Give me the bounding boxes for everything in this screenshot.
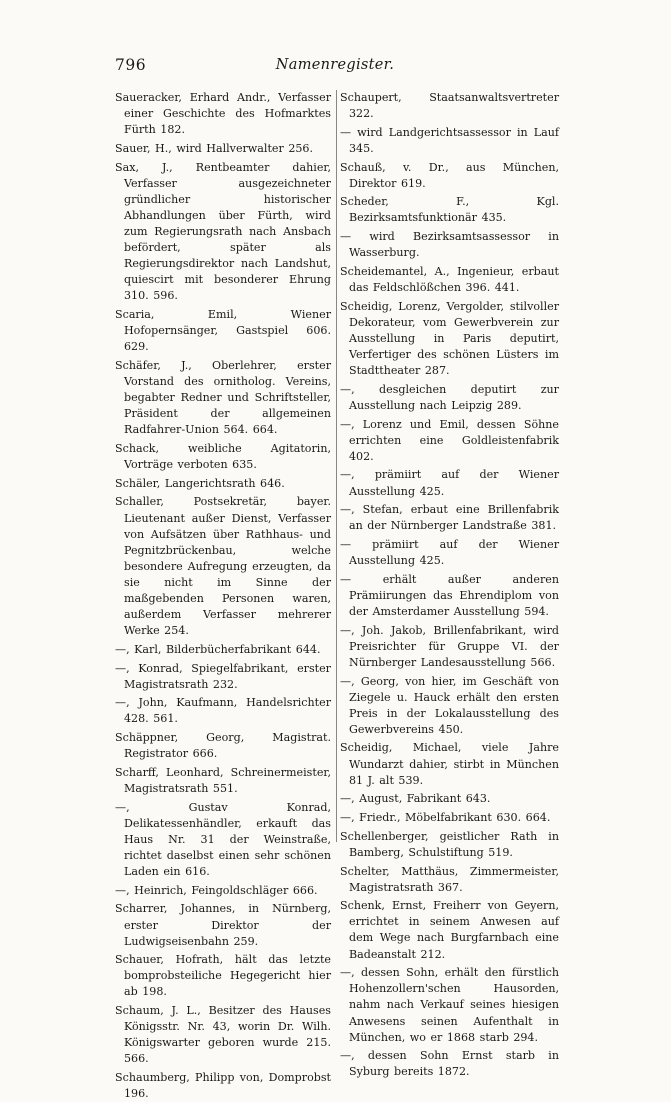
index-entry: —, Gustav Konrad, Delikatessenhändler, erkauft das Haus Nr. 31 der Weinstraße, richtet daselbst einen sehr schönen Laden ein 616. — [115, 800, 331, 879]
index-entry: Schauß, v. Dr., aus München, Direktor 619. — [340, 160, 559, 190]
index-entry: Schäppner, Georg, Magistrat. Registrator 666. — [115, 731, 331, 761]
right-column — [340, 90, 559, 1081]
index-entry: —, desgleichen deputirt zur Ausstellung nach Leipzig 289. — [340, 382, 559, 412]
index-entry: Schaumberg, Philipp von, Domprobst 196. — [115, 1071, 331, 1101]
index-entry: Schellenberger, geistlicher Rath in Bamberg, Schulstiftung 519. — [340, 829, 559, 859]
index-entry: Scharrer, Johannes, in Nürnberg, erster Direktor der Ludwigseisenbahn 259. — [115, 902, 331, 948]
index-entry: —, Lorenz und Emil, dessen Söhne errichten eine Goldleistenfabrik 402. — [340, 417, 559, 463]
column-divider — [336, 90, 337, 842]
index-entry: —, John, Kaufmann, Handelsrichter 428. 561. — [115, 696, 331, 726]
index-entry: Scheidemantel, A., Ingenieur, erbaut das Feldschlößchen 396. 441. — [340, 264, 559, 294]
page-number: 796 — [115, 56, 147, 74]
index-entry: — wird Bezirksamtsassessor in Wasserburg. — [340, 230, 559, 260]
index-entry: —, Stefan, erbaut eine Brillenfabrik an der Nürnberger Landstraße 381. — [340, 503, 559, 533]
index-entry: Scheder, F., Kgl. Bezirksamtsfunktionär 435. — [340, 195, 559, 225]
index-entry: Schack, weibliche Agitatorin, Vorträge verboten 635. — [115, 441, 331, 472]
index-entry: —, August, Fabrikant 643. — [340, 792, 491, 806]
index-entry: —, Karl, Bilderbücherfabrikant 644. — [115, 642, 321, 656]
index-entry: Schäfer, J., Oberlehrer, erster Vorstand des ornitholog. Vereins, begabter Redner und Schriftsteller, Präsident der allgemeinen Radfahrer-Union 564. 664. — [115, 358, 331, 437]
index-entry: Scheidig, Lorenz, Vergolder, stilvoller Dekorateur, vom Gewerbverein zur Ausstellung in Paris deputirt, Verfertiger des schönen Lüsters im Stadttheater 287. — [340, 299, 559, 378]
index-entry: —, Joh. Jakob, Brillenfabrikant, wird Preisrichter für Gruppe VI. der Nürnberger Landesausstellung 566. — [340, 623, 559, 669]
index-entry: —, Friedr., Möbelfabrikant 630. 664. — [340, 811, 551, 825]
index-entry: Scheidig, Michael, viele Jahre Wundarzt dahier, stirbt in München 81 J. alt 539. — [340, 741, 559, 787]
index-entry: Schäler, Langerichtsrath 646. — [115, 476, 285, 490]
index-entry: Schenk, Ernst, Freiherr von Geyern, errichtet in seinem Anwesen auf dem Wege nach Burgfarnbach eine Badeanstalt 212. — [340, 899, 559, 961]
index-entry: —, Konrad, Spiegelfabrikant, erster Magistratsrath 232. — [115, 661, 331, 691]
index-entry: Schaum, J. L., Besitzer des Hauses Königsstr. Nr. 43, worin Dr. Wilh. Königswarter geboren wurde 215. 566. — [115, 1004, 331, 1066]
index-entry: Schauer, Hofrath, hält das letzte bomprobsteiliche Hegegericht hier ab 198. — [115, 953, 331, 999]
page-header — [115, 56, 555, 76]
index-entry: Schaller, Postsekretär, bayer. Lieutenant außer Dienst, Verfasser von Aufsätzen über Rathhaus- und Pegnitzbrückenbau, welche besondere Aufregung erzeugten, da sie nicht im Sinne der maßgebenden Personen waren, außerdem Verfasser mehrerer Werke 254. — [115, 495, 331, 638]
index-entry: — prämiirt auf der Wiener Ausstellung 425. — [340, 537, 559, 568]
index-entry: —, dessen Sohn, erhält den fürstlich Hohenzollern'schen Hausorden, nahm nach Verkauf seines hiesigen Anwesens seinen Aufenthalt in München, wo er 1868 starb 294. — [340, 966, 559, 1044]
index-entry: — erhält außer anderen Prämiirungen das Ehrendiplom von der Amsterdamer Ausstellung 594. — [340, 572, 559, 618]
index-entry: Schelter, Matthäus, Zimmermeister, Magistratsrath 367. — [340, 864, 559, 894]
index-entry: Sauer, H., wird Hallverwalter 256. — [115, 141, 314, 155]
left-column — [115, 90, 331, 1102]
index-entry: Schaupert, Staatsanwaltsvertreter 322. — [340, 91, 559, 121]
index-entry: Scaria, Emil, Wiener Hofopernsänger, Gastspiel 606. 629. — [115, 308, 331, 354]
index-entry: —, dessen Sohn Ernst starb in Syburg bereits 1872. — [340, 1049, 559, 1079]
index-entry: Scharff, Leonhard, Schreinermeister, Magistratsrath 551. — [115, 765, 331, 795]
index-entry: —, Heinrich, Feingoldschläger 666. — [115, 883, 318, 897]
index-entry: —, prämiirt auf der Wiener Ausstellung 425. — [340, 468, 559, 498]
page-title: Namenregister. — [275, 57, 395, 73]
index-entry: Saueracker, Erhard Andr., Verfasser einer Geschichte des Hofmarktes Fürth 182. — [115, 91, 331, 137]
index-entry: —, Georg, von hier, im Geschäft von Ziegele u. Hauck erhält den ersten Preis in der Lokalausstellung des Gewerbvereins 450. — [340, 674, 559, 736]
index-entry: Sax, J., Rentbeamter dahier, Verfasser ausgezeichneter gründlicher historischer Abhandlungen über Fürth, wird zum Regierungsrath nach Ansbach befördert, später als Regierungsdirektor nach Landshut, quiescirt mit besonderer Ehrung 310. 596. — [115, 160, 331, 303]
index-entry: — wird Landgerichtsassessor in Lauf 345. — [340, 125, 559, 155]
